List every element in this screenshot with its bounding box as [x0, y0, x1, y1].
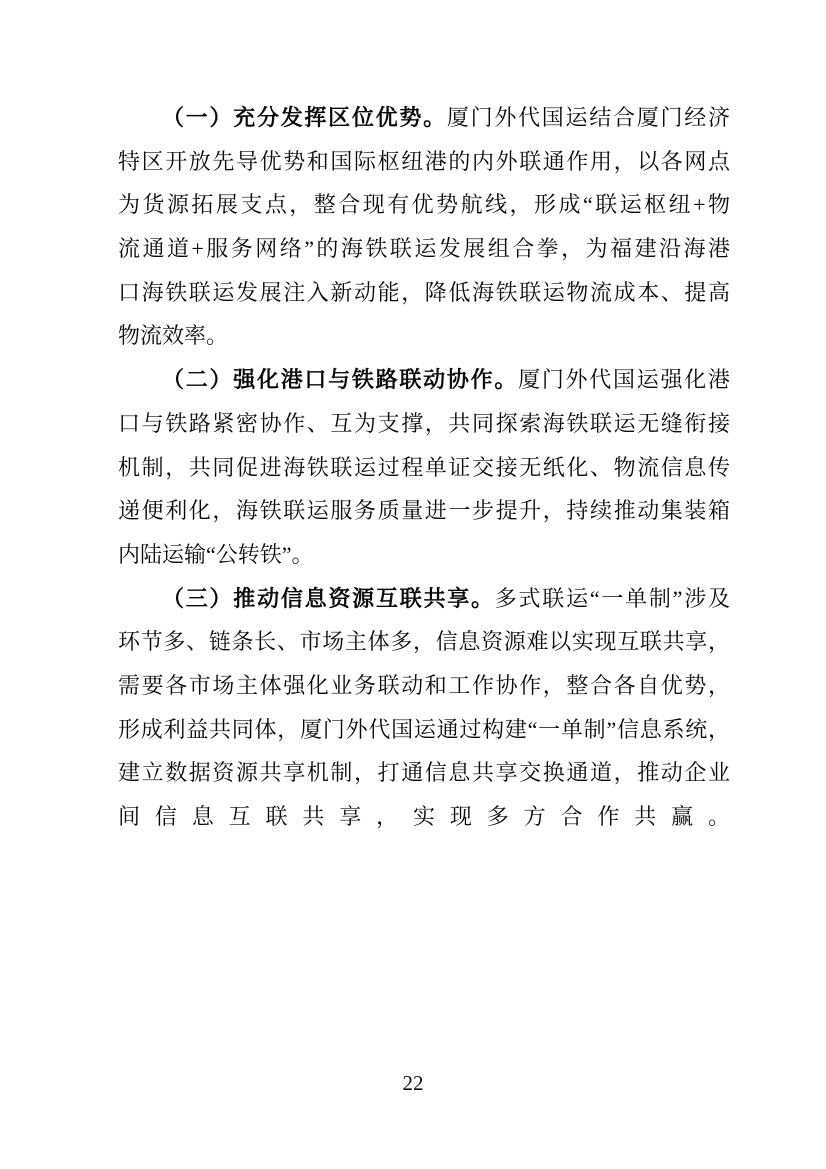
body-text: 厦门外代国运强化港 — [518, 367, 730, 393]
text-line — [118, 533, 730, 577]
paragraph-heading: （三）推动信息资源互联共享。 — [162, 585, 495, 611]
body-text: 口海铁联运发展注入新动能，降低海铁联运物流成本、提高 — [118, 279, 730, 305]
body-text: 间信息互联共享，实现多方合作共赢。 — [118, 804, 730, 829]
text-line — [118, 489, 730, 533]
text-line — [118, 446, 730, 490]
text-line — [118, 795, 730, 839]
paragraph — [118, 96, 730, 358]
body-text: 需要各市场主体强化业务联动和工作协作，整合各自优势， — [118, 672, 730, 698]
paragraph-heading: （二）强化港口与铁路联动协作。 — [162, 367, 519, 393]
body-text: 建立数据资源共享机制，打通信息共享交换通道，推动企业 — [118, 760, 730, 786]
text-line — [118, 577, 730, 621]
text-line — [118, 664, 730, 708]
paragraph — [118, 577, 730, 839]
text-line — [118, 708, 730, 752]
paragraph — [118, 358, 730, 576]
text-line — [118, 140, 730, 184]
text-line — [118, 271, 730, 315]
body-text: 为货源拓展支点，整合现有优势航线，形成“联运枢纽+物 — [118, 192, 730, 218]
page-number: 22 — [402, 1071, 424, 1095]
body-text: 特区开放先导优势和国际枢纽港的内外联通作用，以各网点 — [118, 148, 730, 174]
body-text: 机制，共同促进海铁联运过程单证交接无纸化、物流信息传 — [118, 454, 730, 480]
text-line — [118, 402, 730, 446]
body-text: 内陆运输“公转铁”。 — [118, 541, 314, 567]
text-line — [118, 620, 730, 664]
body-text: 厦门外代国运结合厦门经济 — [446, 105, 730, 130]
text-line — [118, 314, 730, 358]
text-line — [118, 96, 730, 140]
body-text: 口与铁路紧密协作、互为支撑，共同探索海铁联运无缝衔接 — [118, 410, 730, 436]
body-text: 环节多、链条长、市场主体多，信息资源难以实现互联共享， — [118, 629, 730, 655]
text-line — [118, 227, 730, 271]
text-line — [118, 358, 730, 402]
body-text: 递便利化，海铁联运服务质量进一步提升，持续推动集装箱 — [118, 498, 730, 524]
text-line — [118, 183, 730, 227]
body-text: 形成利益共同体，厦门外代国运通过构建“一单制”信息系统， — [118, 716, 730, 742]
body-text: 物流效率。 — [118, 323, 229, 349]
text-block — [118, 96, 730, 839]
text-line — [118, 751, 730, 795]
body-text: 流通道+服务网络”的海铁联运发展组合拳，为福建沿海港 — [118, 236, 730, 262]
paragraph-heading: （一）充分发挥区位优势。 — [162, 105, 447, 130]
body-text: 多式联运“一单制”涉及 — [494, 585, 730, 611]
